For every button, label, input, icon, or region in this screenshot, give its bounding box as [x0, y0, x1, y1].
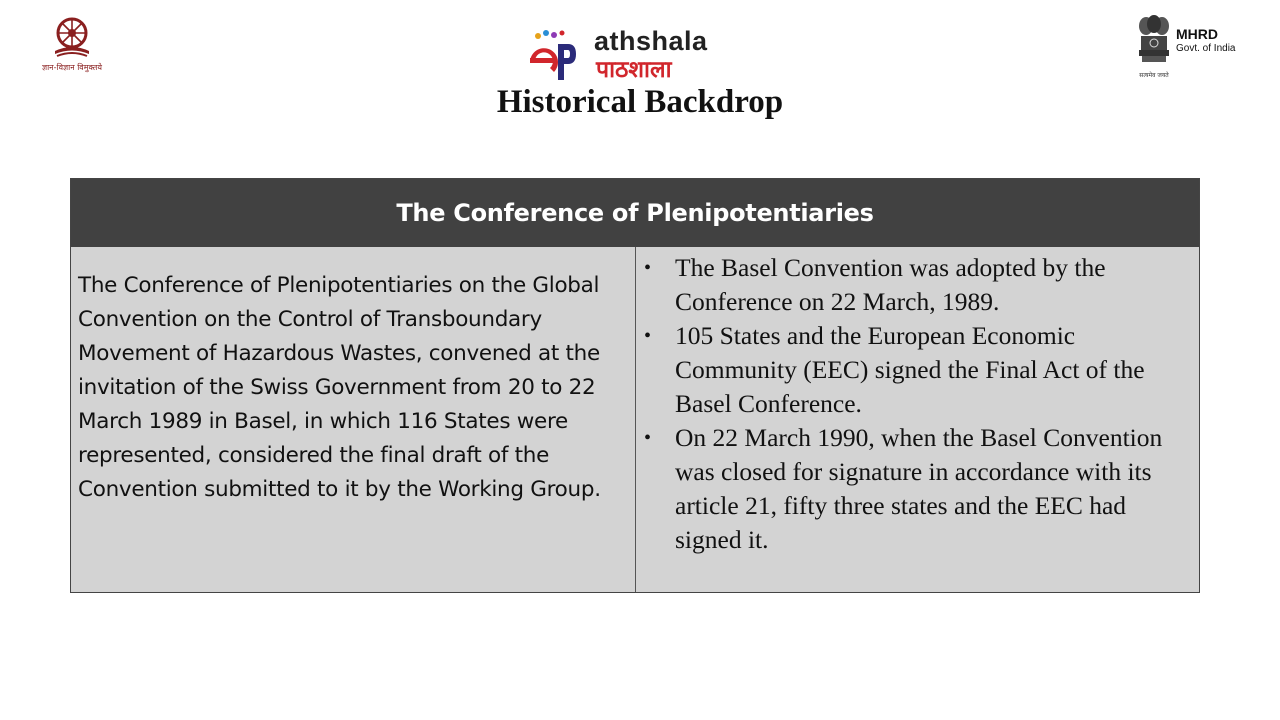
ugc-motto: ज्ञान-विज्ञान विमुक्तये: [41, 63, 103, 72]
mhrd-subtitle: Govt. of India: [1176, 43, 1236, 54]
list-item: • 105 States and the European Economic Community (EEC) signed the Final Act of the Basel Conference.: [644, 319, 1179, 421]
page-title: Historical Backdrop: [496, 84, 784, 120]
bullets-cell: [636, 247, 1199, 592]
epathshala-e-icon: [524, 30, 578, 82]
brand-hindi: पाठशाला: [596, 57, 672, 83]
mhrd-motto: सत्यमेव जयते: [1139, 72, 1169, 79]
ugc-logo: [36, 16, 108, 80]
content-table: [70, 178, 1200, 593]
table-header: The Conference of Plenipotentiaries: [71, 179, 1199, 247]
mhrd-logo: [1134, 14, 1254, 84]
description-cell: The Conference of Plenipotentiaries on the Global Convention on the Control of Transboundary Movement of Hazardous Wastes, convened at the invitation of the Swiss Government from 20 to 22 March 1989 in Basel, in which 116 States were represented, considered the final draft of the Convention submitted to it by the Working Group.: [71, 247, 636, 592]
mhrd-title: MHRD: [1176, 26, 1218, 42]
bullet-list: [644, 251, 1179, 557]
epathshala-logo: [524, 12, 748, 82]
list-item: • On 22 March 1990, when the Basel Convention was closed for signature in accordance with its article 21, fifty three states and the EEC had signed it.: [644, 421, 1179, 557]
list-item: • The Basel Convention was adopted by the Conference on 22 March, 1989.: [644, 251, 1179, 319]
brand-english: athshala: [594, 26, 708, 56]
ugc-wheel-icon: [51, 16, 93, 60]
table-body: [71, 247, 1199, 592]
lion-capital-emblem-icon: [1136, 14, 1172, 70]
